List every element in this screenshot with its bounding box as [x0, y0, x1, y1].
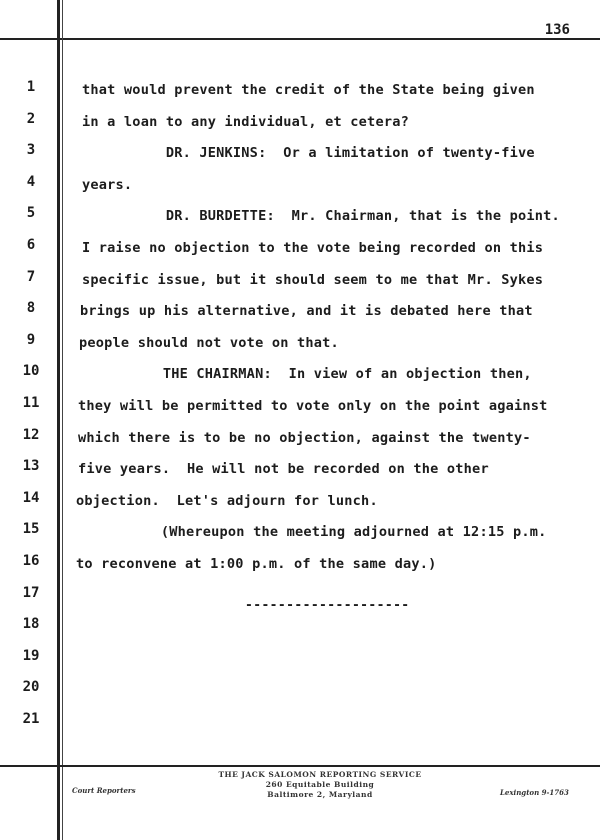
- line-number: 12: [22, 426, 40, 443]
- transcript-line: DR. BURDETTE: Mr. Chairman, that is the point.: [82, 208, 560, 225]
- transcript-line: objection. Let's adjourn for lunch.: [76, 492, 378, 509]
- bottom-rule: [0, 765, 600, 767]
- line-number: 5: [26, 205, 36, 222]
- line-number: 6: [26, 237, 36, 253]
- transcript-line: years.: [82, 176, 133, 193]
- line-number: 7: [26, 268, 36, 285]
- transcript-line: five years. He will not be recorded on the other: [78, 461, 489, 478]
- end-divider: --------------------: [245, 598, 410, 613]
- line-number: 11: [22, 395, 40, 411]
- transcript-line: specific issue, but it should seem to me that Mr. Sykes: [82, 271, 544, 288]
- line-number: 17: [22, 584, 40, 601]
- transcript-line: which there is to be no objection, against the twenty-: [78, 429, 531, 446]
- transcript-line: brings up his alternative, and it is debated here that: [80, 303, 533, 320]
- transcript-line: (Whereupon the meeting adjourned at 12:15 p.m.: [77, 524, 547, 541]
- footer-court-reporters: Court Reporters: [72, 786, 136, 795]
- line-number: 15: [22, 521, 40, 538]
- transcript-line: that would prevent the credit of the State being given: [82, 82, 535, 98]
- line-number: 13: [22, 458, 40, 475]
- line-number: 3: [26, 142, 36, 159]
- transcript-line: to reconvene at 1:00 p.m. of the same day.): [76, 556, 437, 572]
- footer-address: 260 Equitable Building: [265, 780, 375, 789]
- transcript-line: THE CHAIRMAN: In view of an objection then,: [79, 366, 532, 383]
- line-number: 2: [26, 110, 36, 127]
- line-number: 1: [26, 79, 36, 95]
- line-number: 16: [22, 553, 40, 569]
- line-number: 10: [22, 363, 40, 380]
- line-number: 4: [26, 173, 36, 190]
- page-number: 136: [544, 22, 570, 38]
- line-number: 9: [26, 331, 36, 348]
- top-rule: [0, 38, 600, 40]
- transcript-line: they will be permitted to vote only on the point against: [78, 398, 548, 414]
- line-number: 19: [22, 647, 40, 664]
- transcript-line: I raise no objection to the vote being recorded on this: [82, 240, 544, 256]
- transcript-line: people should not vote on that.: [79, 334, 339, 351]
- line-number: 14: [22, 489, 40, 506]
- line-number: 21: [22, 711, 40, 727]
- left-margin-rule-inner: [62, 0, 63, 840]
- footer-company: THE JACK SALOMON REPORTING SERVICE: [218, 770, 422, 779]
- line-number: 18: [22, 616, 40, 633]
- transcript-line: in a loan to any individual, et cetera?: [82, 113, 409, 130]
- left-margin-rule: [57, 0, 60, 840]
- reporter-footer: [200, 770, 440, 800]
- line-number: 8: [26, 300, 36, 317]
- transcript-line: DR. JENKINS: Or a limitation of twenty-five: [82, 145, 535, 162]
- footer-city: Baltimore 2, Maryland: [267, 790, 373, 799]
- line-number: 20: [22, 679, 40, 696]
- footer-phone: Lexington 9-1763: [500, 788, 569, 797]
